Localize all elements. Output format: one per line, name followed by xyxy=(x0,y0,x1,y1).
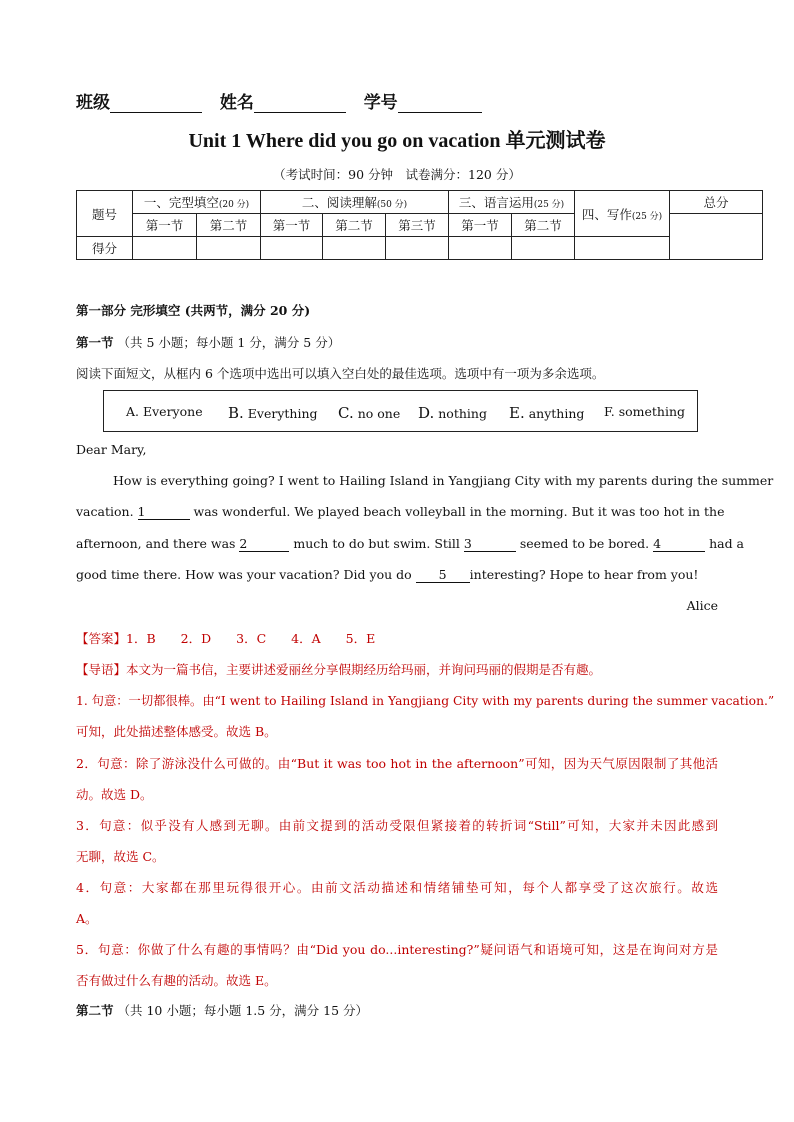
section-header-cloze: 一、完型填空(20 分) xyxy=(133,191,261,214)
option-c: C. no one xyxy=(338,404,401,422)
name-label: 姓名 xyxy=(219,93,254,113)
sub-header: 第二节 xyxy=(197,214,261,237)
explanation-5a: 5．句意：你做了什么有趣的事情吗？由“Did you do...interesting?”疑问语气和语境可知，这是在询问对方是 xyxy=(76,942,718,957)
section-header-writing: 四、写作(25 分) xyxy=(575,191,670,237)
student-info-line xyxy=(76,88,482,113)
id-blank[interactable] xyxy=(398,95,482,113)
letter-greeting: Dear Mary, xyxy=(76,442,147,457)
options-box xyxy=(103,390,698,432)
explanation-5b: 否有做过什么有趣的活动。故选 E。 xyxy=(76,973,277,988)
part1-heading: 第一部分 完形填空 (共两节，满分 20 分) xyxy=(76,303,311,318)
class-blank[interactable] xyxy=(110,95,202,113)
letter-line-2: vacation. 1 was wonderful. We played beach volleyball in the morning. But it was too hot in the xyxy=(76,504,725,519)
sub-header: 第一节 xyxy=(133,214,197,237)
total-header: 总分 xyxy=(670,191,763,214)
letter-line-1: How is everything going? I went to Hailing Island in Yangjiang City with my parents during the summer xyxy=(113,473,774,488)
guide-label: 【导语】 xyxy=(76,662,127,677)
guide-line xyxy=(76,660,601,678)
option-d: D. nothing xyxy=(418,404,487,422)
section1-info: （共 5 小题；每小题 1 分，满分 5 分） xyxy=(117,335,341,350)
letter-line-4: good time there. How was your vacation? Did you do 5 interesting? Hope to hear from you! xyxy=(76,567,699,582)
score-cell[interactable] xyxy=(133,237,197,260)
answer-text: 1．B 2．D 3．C 4．A 5．E xyxy=(126,631,376,646)
id-label: 学号 xyxy=(363,93,398,113)
explanation-4b: A。 xyxy=(76,911,98,926)
letter-line-3: afternoon, and there was 2 much to do but swim. Still 3 seemed to be bored. 4 had a xyxy=(76,536,744,551)
score-cell[interactable] xyxy=(197,237,261,260)
blank-5[interactable]: 5 xyxy=(416,568,470,583)
class-label: 班级 xyxy=(76,93,110,113)
score-cell[interactable] xyxy=(386,237,449,260)
score-table xyxy=(76,190,763,260)
page-title: Unit 1 Where did you go on vacation 单元测试卷 xyxy=(188,130,606,152)
total-score-cell[interactable] xyxy=(670,214,763,260)
explanation-3a: 3．句意：似乎没有人感到无聊。由前文提到的活动受限但紧接着的转折词“Still”可知，大家并未因此感到 xyxy=(76,818,718,833)
section2-title: 第二节 xyxy=(76,1003,114,1018)
score-cell[interactable] xyxy=(323,237,386,260)
name-blank[interactable] xyxy=(254,95,346,113)
score-cell[interactable] xyxy=(512,237,575,260)
blank-4[interactable]: 4 xyxy=(653,537,705,552)
section-header-language: 三、语言运用(25 分) xyxy=(449,191,575,214)
score-cell[interactable] xyxy=(575,237,670,260)
section-header-reading: 二、阅读理解(50 分) xyxy=(261,191,449,214)
option-f: F. something xyxy=(604,404,686,419)
score-cell[interactable] xyxy=(261,237,323,260)
section2-header xyxy=(76,1003,368,1018)
option-b: B. Everything xyxy=(228,404,318,422)
sub-header: 第二节 xyxy=(512,214,575,237)
exam-info: （考试时间：90 分钟 试卷满分：120 分） xyxy=(273,167,521,182)
answer-line xyxy=(76,629,375,647)
sub-header: 第二节 xyxy=(323,214,386,237)
letter-signature: Alice xyxy=(686,598,718,613)
explanation-1b: 可知，此处描述整体感受。故选 B。 xyxy=(76,724,277,739)
section1-header xyxy=(76,335,340,350)
answer-label: 【答案】 xyxy=(76,631,127,646)
explanation-2b: 动。故选 D。 xyxy=(76,787,153,802)
sub-header: 第一节 xyxy=(261,214,323,237)
section1-title: 第一节 xyxy=(76,335,114,350)
score-row-label: 得分 xyxy=(77,237,133,260)
blank-3[interactable]: 3 xyxy=(464,537,516,552)
guide-text: 本文为一篇书信，主要讲述爱丽丝分享假期经历给玛丽，并询问玛丽的假期是否有趣。 xyxy=(126,662,602,677)
option-e: E. anything xyxy=(509,404,585,422)
instruction: 阅读下面短文，从框内 6 个选项中选出可以填入空白处的最佳选项。选项中有一项为多余选项。 xyxy=(76,366,605,381)
row-label-cell: 题号 xyxy=(77,191,133,237)
explanation-1a: 1. 句意：一切都很棒。由“I went to Hailing Island in Yangjiang City with my parents during the summer vacation.” xyxy=(76,694,775,708)
blank-1[interactable]: 1 xyxy=(138,505,190,520)
explanation-2a: 2．句意：除了游泳没什么可做的。由“But it was too hot in the afternoon”可知，因为天气原因限制了其他活 xyxy=(76,756,718,771)
score-cell[interactable] xyxy=(449,237,512,260)
sub-header: 第一节 xyxy=(449,214,512,237)
sub-header: 第三节 xyxy=(386,214,449,237)
section2-info: （共 10 小题；每小题 1.5 分，满分 15 分） xyxy=(117,1003,369,1018)
explanation-3b: 无聊，故选 C。 xyxy=(76,849,165,864)
blank-2[interactable]: 2 xyxy=(239,537,289,552)
explanation-4a: 4．句意：大家都在那里玩得很开心。由前文活动描述和情绪铺垫可知，每个人都享受了这次旅行。故选 xyxy=(76,880,718,895)
option-a: A. Everyone xyxy=(126,404,203,419)
